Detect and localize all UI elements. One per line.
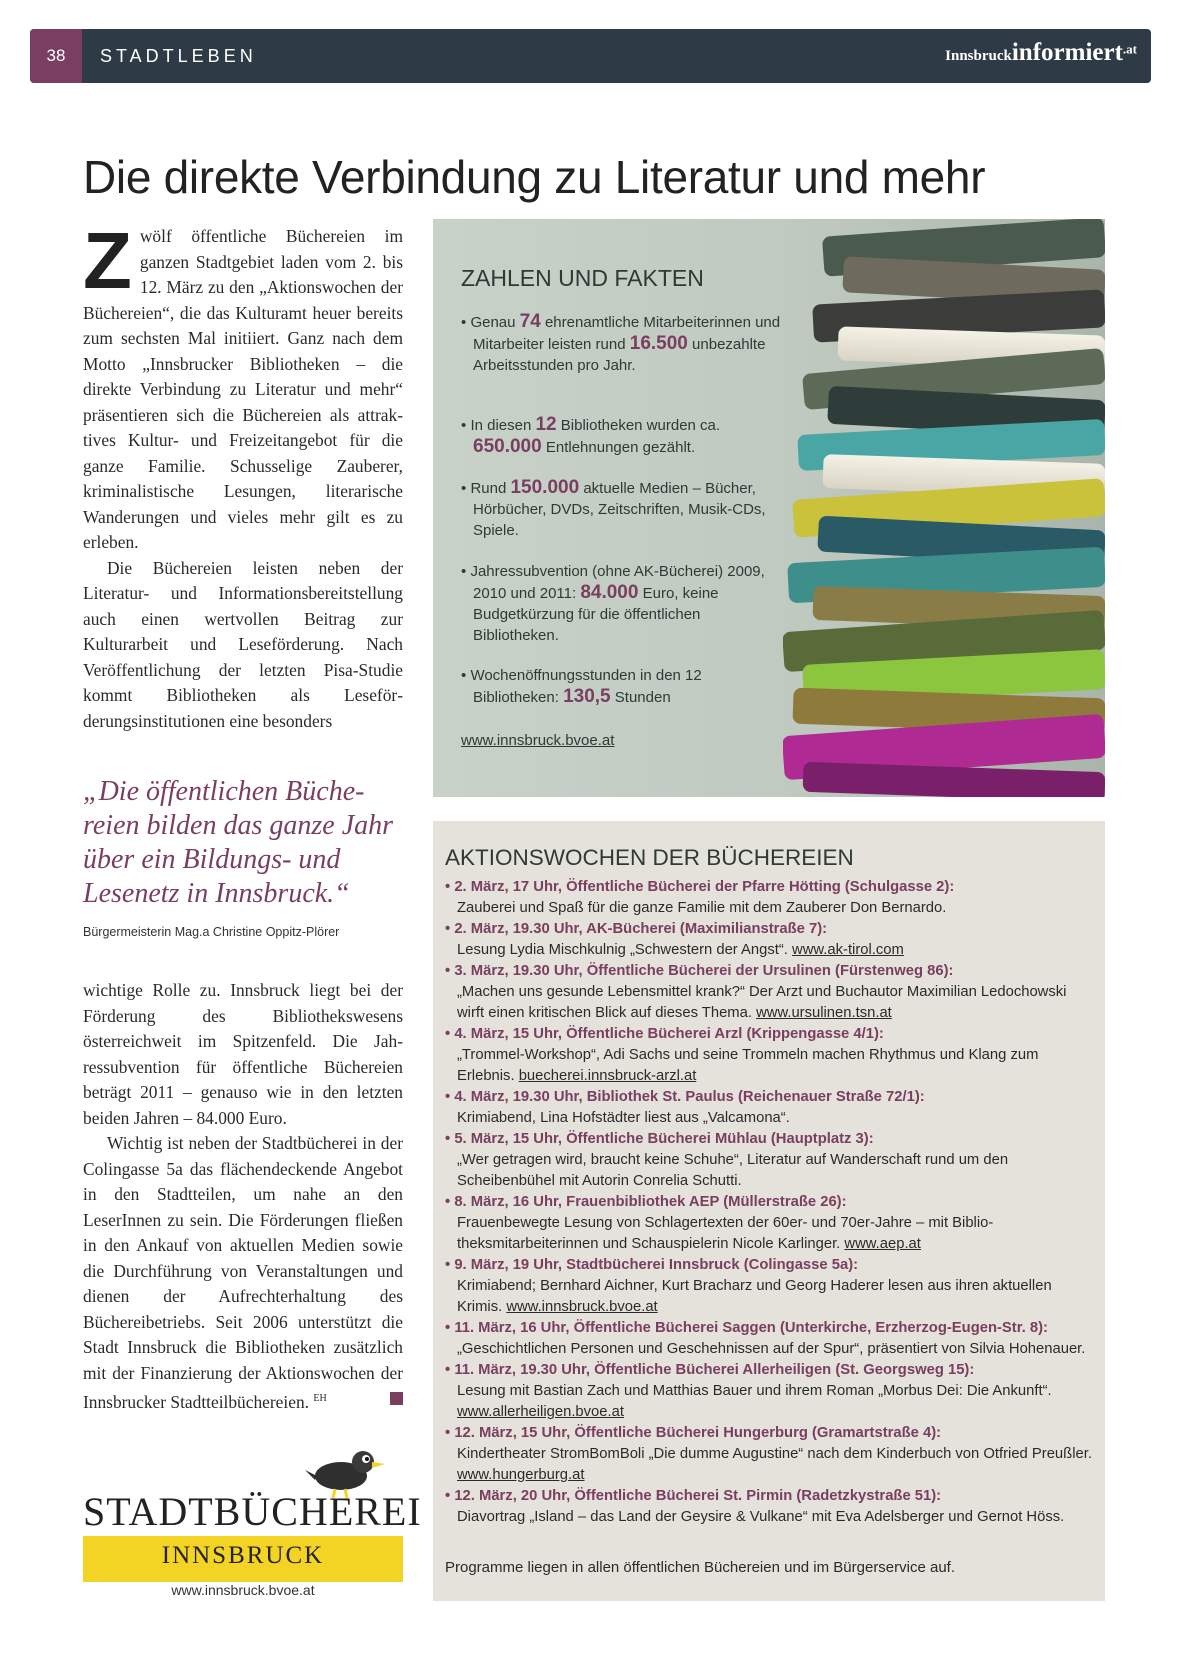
bullet: • bbox=[461, 563, 467, 580]
fact-text: aktuelle Medien – Bücher, Hörbücher, DVDs, Zeitschriften, Musik-CDs, Spiele. bbox=[473, 480, 766, 539]
event-head: 3. März, 19.30 Uhr, Öffentliche Bücherei der Ursulinen (Fürstenweg 86): bbox=[454, 963, 954, 979]
fact-number: 84.000 bbox=[580, 582, 639, 603]
fact-text: unbezahlte Arbeitsstunden pro Jahr. bbox=[473, 336, 766, 374]
facts-box bbox=[433, 219, 1105, 797]
bullet: • bbox=[461, 314, 467, 331]
list-item bbox=[445, 1486, 1095, 1528]
bullet: • bbox=[445, 921, 451, 937]
facts-title: ZAHLEN UND FAKTEN bbox=[461, 265, 704, 291]
fact-text: Genau bbox=[470, 314, 520, 331]
list-item bbox=[445, 1024, 1095, 1087]
fact-number: 650.000 bbox=[473, 436, 542, 457]
event-link[interactable]: www.ak-tirol.com bbox=[792, 942, 904, 958]
event-head: 2. März, 19.30 Uhr, AK-Bücherei (Maximilianstraße 7): bbox=[454, 921, 828, 937]
fact-text: Rund bbox=[470, 480, 511, 497]
stadtbuecherei-logo bbox=[83, 1440, 422, 1585]
events-title: AKTIONSWOCHEN DER BÜCHEREIEN bbox=[445, 845, 854, 870]
event-head: 12. März, 20 Uhr, Öffentliche Bücherei St. Pirmin (Radetzkystraße 51): bbox=[454, 1488, 942, 1504]
article-column-top bbox=[83, 216, 403, 734]
brand-suffix: .at bbox=[1122, 41, 1137, 57]
article-headline: Die direkte Verbindung zu Literatur und mehr bbox=[83, 151, 986, 203]
event-head: 4. März, 15 Uhr, Öffentliche Bücherei Arzl (Krippengasse 4/1): bbox=[454, 1026, 884, 1042]
event-link[interactable]: www.ursulinen.tsn.at bbox=[756, 1005, 892, 1021]
event-desc: Kindertheater StromBomBoli „Die dumme Augustine“ nach dem Kinderbuch von Otfried Preußler. bbox=[457, 1446, 1092, 1462]
list-item bbox=[445, 919, 1095, 961]
list-item bbox=[445, 1129, 1095, 1192]
bullet: • bbox=[445, 1131, 451, 1147]
event-desc: Krimiabend; Bernhard Aichner, Kurt Bracharz und Georg Haderer lesen aus ihren aktuellen Krimis. bbox=[457, 1278, 1052, 1315]
event-desc: Krimiabend, Lina Hofstädter liest aus „Valcamona“. bbox=[457, 1110, 790, 1126]
logo-city: INNSBRUCK bbox=[161, 1542, 325, 1569]
quote-author: Bürgermeisterin Mag.a Christine Oppitz-Plörer bbox=[83, 925, 340, 939]
bullet: • bbox=[445, 1194, 451, 1210]
author-initials: EH bbox=[313, 1393, 327, 1404]
pull-quote: „Die öffentlichen Büchereien bilden das ganze Jahr über ein Bildungs- und Lesenetz in Innsbruck.“ bbox=[83, 776, 394, 909]
bullet: • bbox=[461, 667, 467, 684]
logo-name: STADTBÜCHEREI bbox=[83, 1489, 422, 1534]
event-desc: Lesung mit Bastian Zach und Matthias Bauer und ihrem Roman „Morbus Dei: Die Ankunft“. bbox=[457, 1383, 1052, 1399]
list-item bbox=[445, 1360, 1095, 1423]
page-number: 38 bbox=[30, 29, 82, 83]
events-list bbox=[445, 877, 1095, 1528]
article-paragraph-3: wichtige Rolle zu. Innsbruck liegt bei der Förderung des Bibliothekswesens österreichweit im Spitzenfeld. Die Jahressubvention für öffentliche Büchereien beträgt 2011 – genauso wie in den letzten beiden Jahren – 84.000 Euro. bbox=[83, 980, 403, 1128]
list-item bbox=[445, 961, 1095, 1024]
event-link[interactable]: buecherei.innsbruck-arzl.at bbox=[518, 1068, 697, 1084]
bullet: • bbox=[445, 879, 451, 895]
brand-prefix: Innsbruck bbox=[945, 48, 1012, 64]
article-paragraph-2: Die Büchereien leisten neben der Literatur- und Informationsbereitstellung auch einen wertvollen Beitrag zur Kulturarbeit und Leseförderung. Nach Veröffentlichung der letzten Pisa-Studie kommt Bibliotheken als Leseförderungsinstitutionen eine besonders bbox=[83, 557, 403, 731]
event-desc: Lesung Lydia Mischkulnig „Schwestern der Angst“. bbox=[457, 942, 793, 958]
bullet: • bbox=[445, 1026, 451, 1042]
paragraph-1-text: wölf öffentliche Büchereien im ganzen Stadtgebiet laden vom 2. bis 12. März zu den „Aktionswochen der Büchereien“, die das Kulturamt heuer bereits zum sechsten Mal initiiert. Ganz nach dem Motto „Innsbrucker Bibliotheken – die direkte Verbindung zu Literatur und mehr“ präsentieren sich die Büchereien als attraktives Kultur- und Freizeitangebot für die ganze Familie. Schusselige Zauberer, kriminalistische Lesungen, literarische Wanderungen und vieles mehr gilt es zu erleben. bbox=[83, 226, 403, 552]
article-paragraph-4 bbox=[83, 1131, 403, 1415]
event-desc: „Machen uns gesunde Lebensmittel krank?“ Der Arzt und Buchautor Maximilian Ledochowski wirft einen kritischen Blick auf dieses Thema. bbox=[457, 984, 1067, 1021]
fact-text: In diesen bbox=[470, 417, 536, 434]
fact-number: 16.500 bbox=[629, 333, 688, 354]
fact-text: Jahressubvention (ohne AK-Bücherei) 2009, 2010 und 2011: bbox=[470, 563, 765, 602]
event-link[interactable]: www.allerheiligen.bvoe.at bbox=[457, 1404, 624, 1420]
list-item bbox=[445, 877, 1095, 919]
bullet: • bbox=[445, 1488, 451, 1504]
bullet: • bbox=[445, 1362, 451, 1378]
event-head: 5. März, 15 Uhr, Öffentliche Bücherei Mühlau (Hauptplatz 3): bbox=[454, 1131, 874, 1147]
book-stack-icon bbox=[783, 219, 1105, 797]
section-title: STADTLEBEN bbox=[100, 46, 257, 66]
bullet: • bbox=[445, 963, 451, 979]
event-link[interactable]: www.innsbruck.bvoe.at bbox=[506, 1299, 658, 1315]
fact-text: Wochenöffnungsstunden in den 12 Bibliotheken: bbox=[470, 667, 702, 706]
bullet: • bbox=[445, 1257, 451, 1273]
brand-main: informiert bbox=[1011, 39, 1123, 66]
fact-text: Stunden bbox=[610, 689, 671, 706]
publication-brand bbox=[945, 39, 1137, 67]
fact-volunteers bbox=[461, 311, 781, 376]
bullet: • bbox=[461, 417, 467, 434]
event-desc: Zauberei und Spaß für die ganze Familie mit dem Zauberer Don Bernardo. bbox=[457, 900, 947, 916]
fact-subsidy bbox=[461, 561, 781, 646]
bullet: • bbox=[461, 480, 467, 497]
event-desc: Frauenbewegte Lesung von Schlagertexten der 60er- und 70er-Jahre – mit Bibliotheksmitarbeiterinnen und Schauspielerin Nicole Karlinger. bbox=[457, 1215, 994, 1252]
list-item bbox=[445, 1192, 1095, 1255]
fact-number: 74 bbox=[519, 311, 541, 332]
fact-loans bbox=[461, 414, 781, 458]
event-desc: Diavortrag „Island – das Land der Geysire & Vulkane“ mit Eva Adelsberger und Gernot Höss. bbox=[457, 1509, 1065, 1525]
bullet: • bbox=[445, 1320, 451, 1336]
fact-media bbox=[461, 477, 781, 541]
fact-number: 150.000 bbox=[510, 477, 580, 498]
event-head: 8. März, 16 Uhr, Frauenbibliothek AEP (Müllerstraße 26): bbox=[454, 1194, 847, 1210]
event-link[interactable]: www.aep.at bbox=[844, 1236, 921, 1252]
book-stack-illustration bbox=[783, 219, 1105, 797]
event-head: 9. März, 19 Uhr, Stadtbücherei Innsbruck (Colingasse 5a): bbox=[454, 1257, 859, 1273]
list-item bbox=[445, 1087, 1095, 1129]
page-header bbox=[30, 29, 1151, 83]
article-column-bottom bbox=[83, 978, 403, 1415]
logo-url[interactable]: www.innsbruck.bvoe.at bbox=[171, 1582, 315, 1598]
bullet: • bbox=[445, 1425, 451, 1441]
paragraph-4-text: Wichtig ist neben der Stadtbücherei in der Colingasse 5a das flächendeckende Angebot in den Stadtteilen, um nahe an den LeserInnen zu sein. Die Förderungen fließen in den Ankauf von aktuellen Medien sowie die Durchführung von Veranstaltungen und dienen der Aufrechterhaltung des Büchereibetriebs. Seit 2006 unterstützt die Stadt Innsbruck die Bibliotheken zusätzlich mit der Finanzierung der Aktionswochen der Innsbrucker Stadtteilbüchereien. bbox=[83, 1133, 403, 1412]
end-mark-icon bbox=[390, 1392, 403, 1405]
drop-cap: Z bbox=[83, 216, 132, 305]
event-head: 2. März, 17 Uhr, Öffentliche Bücherei der Pfarre Hötting (Schulgasse 2): bbox=[454, 879, 955, 895]
fact-opening-hours bbox=[461, 665, 781, 708]
article-paragraph-1 bbox=[83, 216, 403, 556]
fact-text: Euro, keine Budgetkürzung für die öffentlichen Bibliotheken. bbox=[473, 585, 719, 644]
event-head: 4. März, 19.30 Uhr, Bibliothek St. Paulus (Reichenauer Straße 72/1): bbox=[454, 1089, 925, 1105]
event-head: 12. März, 15 Uhr, Öffentliche Bücherei Hungerburg (Gramartstraße 4): bbox=[454, 1425, 942, 1441]
list-item bbox=[445, 1423, 1095, 1486]
event-desc: „Geschichtlichen Personen und Geschehnissen auf der Spur“, präsentiert von Silvia Hohenauer. bbox=[457, 1341, 1086, 1357]
event-desc: „Trommel-Workshop“, Adi Sachs und seine Trommeln machen Rhythmus und Klang zum Erlebnis. bbox=[457, 1047, 1039, 1084]
fact-text: Bibliotheken wurden ca. bbox=[556, 417, 721, 434]
event-desc: „Wer getragen wird, braucht keine Schuhe“, Literatur auf Wanderschaft rund um den Scheibenbühel mit Autorin Conrelia Schutti. bbox=[457, 1152, 1009, 1189]
list-item bbox=[445, 1318, 1095, 1360]
fact-text: Entlehnungen gezählt. bbox=[541, 439, 696, 456]
event-head: 11. März, 16 Uhr, Öffentliche Bücherei Saggen (Unterkirche, Erzherzog-Eugen-Str. 8): bbox=[454, 1320, 1048, 1336]
list-item bbox=[445, 1255, 1095, 1318]
fact-number: 130,5 bbox=[563, 686, 611, 707]
event-head: 11. März, 19.30 Uhr, Öffentliche Bücherei Allerheiligen (St. Georgsweg 15): bbox=[454, 1362, 975, 1378]
facts-website-link[interactable]: www.innsbruck.bvoe.at bbox=[461, 732, 615, 749]
bullet: • bbox=[445, 1089, 451, 1105]
event-link[interactable]: www.hungerburg.at bbox=[457, 1467, 585, 1483]
events-box bbox=[433, 821, 1105, 1601]
fact-number: 12 bbox=[535, 414, 557, 435]
fact-text: ehrenamtliche Mitarbeiterinnen und Mitarbeiter leisten rund bbox=[473, 314, 781, 353]
events-footer: Programme liegen in allen öffentlichen Büchereien und im Bürgerservice auf. bbox=[445, 1559, 956, 1576]
